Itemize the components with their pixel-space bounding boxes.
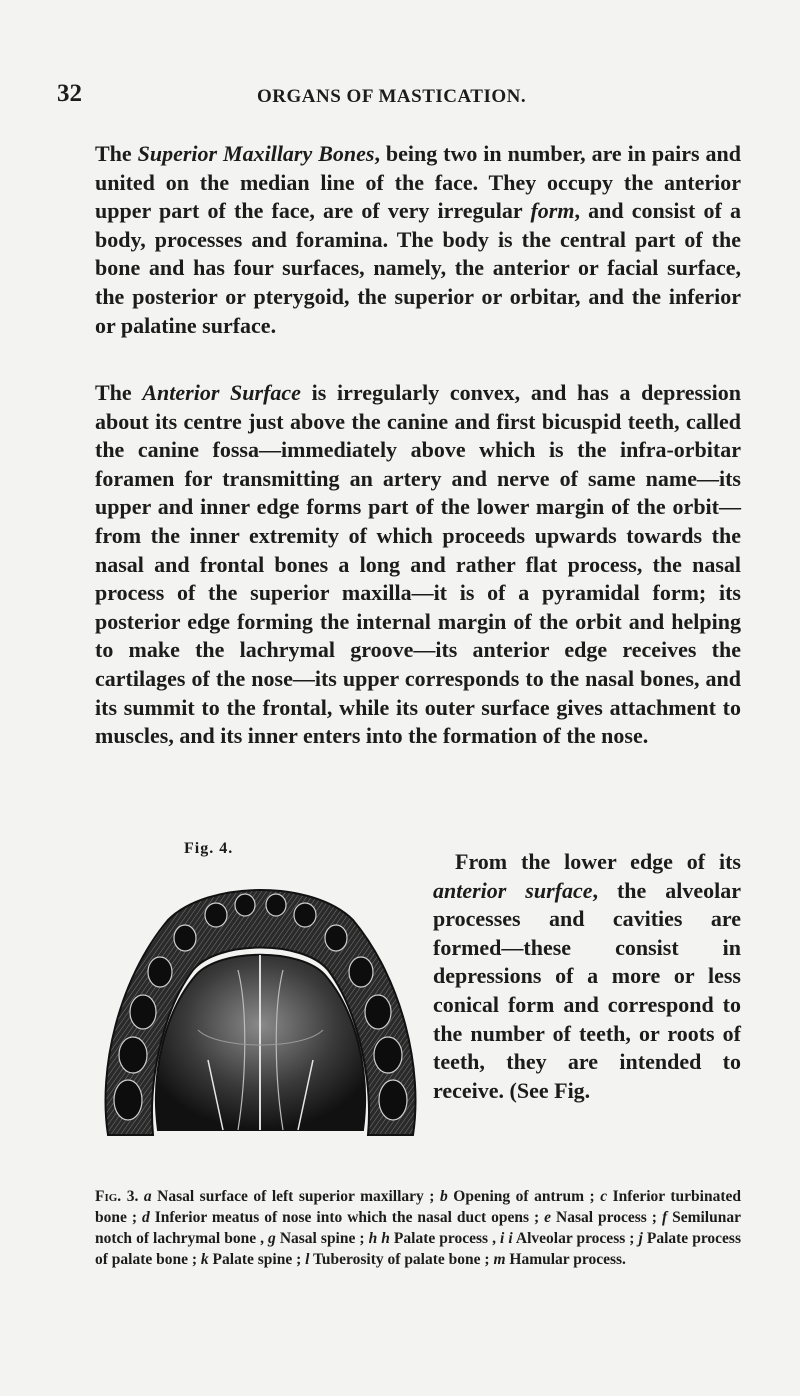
caption-item-text-12: Hamular process. bbox=[505, 1251, 626, 1268]
caption-key-11: l bbox=[305, 1251, 310, 1268]
paragraph3-italic-1: anterior surface bbox=[433, 877, 593, 903]
caption-item-text-8: Alveolar process ; bbox=[512, 1230, 639, 1247]
caption-key-12: m bbox=[493, 1251, 506, 1268]
caption-key-2: c bbox=[600, 1188, 608, 1205]
figure-4 bbox=[88, 840, 433, 1140]
caption-item-text-3: Inferior meatus of nose into which the nasal duct opens ; bbox=[149, 1209, 545, 1226]
caption-item-text-1: Opening of antrum ; bbox=[447, 1188, 601, 1205]
caption-item-text-4: Nasal process ; bbox=[551, 1209, 662, 1226]
page-number: 32 bbox=[57, 80, 82, 107]
caption-item-text-6: Nasal spine ; bbox=[275, 1230, 369, 1247]
caption-key-4: e bbox=[544, 1209, 552, 1226]
maxilla-engraving-illustration bbox=[88, 860, 433, 1140]
paragraph1-text-2: , being two in number, are in pairs and united on the median line of the face. They occupy the anterior upper part of the face, are of very irregular bbox=[95, 141, 742, 224]
paragraph1-text-1: The bbox=[95, 141, 138, 166]
paragraph1-italic-2: form bbox=[530, 198, 575, 224]
paragraph-alveolar-processes bbox=[433, 848, 741, 1105]
caption-item-text-11: Tuberosity of palate bone ; bbox=[309, 1251, 494, 1268]
page-header bbox=[57, 80, 747, 116]
running-head: ORGANS OF MASTICATION. bbox=[257, 86, 527, 107]
caption-key-7: h h bbox=[368, 1230, 390, 1247]
caption-item-text-7: Palate process , bbox=[389, 1230, 501, 1247]
caption-item-text-0: Nasal surface of left superior maxillary ; bbox=[151, 1188, 440, 1205]
paragraph1-italic-1: Superior Maxillary Bones bbox=[137, 141, 375, 166]
caption-key-1: b bbox=[440, 1188, 448, 1205]
caption-key-6: g bbox=[268, 1230, 276, 1247]
paragraph2-italic-1: Anterior Surface bbox=[142, 380, 301, 405]
caption-key-9: j bbox=[638, 1230, 643, 1247]
caption-key-5: f bbox=[661, 1209, 668, 1226]
caption-key-0: a bbox=[143, 1188, 152, 1205]
figure-caption bbox=[95, 1186, 741, 1270]
caption-item-text-2: Inferior turbinated bone ; bbox=[95, 1188, 742, 1226]
paragraph-superior-maxillary bbox=[95, 140, 741, 340]
caption-lead: Fig. 3. bbox=[95, 1188, 139, 1205]
figure-label: Fig. 4. bbox=[184, 840, 234, 857]
caption-key-3: d bbox=[141, 1209, 150, 1226]
paragraph3-text-2: , the alveolar processes and cavities are formed—these consist in depressions of a more or less conical form and correspond to the number of teeth, or roots of teeth, they are intended to receive. (See Fig. bbox=[433, 877, 741, 1103]
paragraph2-text-1: The bbox=[95, 380, 143, 405]
caption-item-text-9: Palate process of palate bone ; bbox=[95, 1230, 742, 1268]
paragraph-anterior-surface bbox=[95, 379, 741, 751]
caption-key-8: i i bbox=[500, 1230, 513, 1247]
paragraph2-text-2: is irregularly convex, and has a depression about its centre just above the canine and first bicuspid teeth, called the canine fossa—immediately above which is the infra-orbitar foramen for transmitting an artery and nerve of same name—its upper and inner edge forms part of the lower margin of the orbit—from the inner extremity of which proceeds upwards towards the nasal and frontal bones a long and rather flat process, the nasal process of the superior maxilla—it is of a pyramidal form; its posterior edge forming the internal margin of the orbit and helping to make the lachrymal groove—its anterior edge receives the cartilages of the nose—its upper corresponds to the nasal bones, and its summit to the frontal, while its outer surface gives attachment to muscles, and its inner enters into the formation of the nose. bbox=[95, 380, 741, 749]
paragraph1-text-3: , and consist of a body, processes and foramina. The body is the central part of the bone and has four surfaces, namely, the anterior or facial surface, the posterior or pterygoid, the superior or orbitar, and the inferior or palatine surface. bbox=[95, 198, 742, 338]
caption-item-text-5: Semilunar notch of lachrymal bone , bbox=[95, 1209, 741, 1247]
caption-key-10: k bbox=[200, 1251, 209, 1268]
paragraph3-text-1: From the lower edge of its bbox=[455, 849, 741, 874]
caption-item-text-10: Palate spine ; bbox=[208, 1251, 306, 1268]
